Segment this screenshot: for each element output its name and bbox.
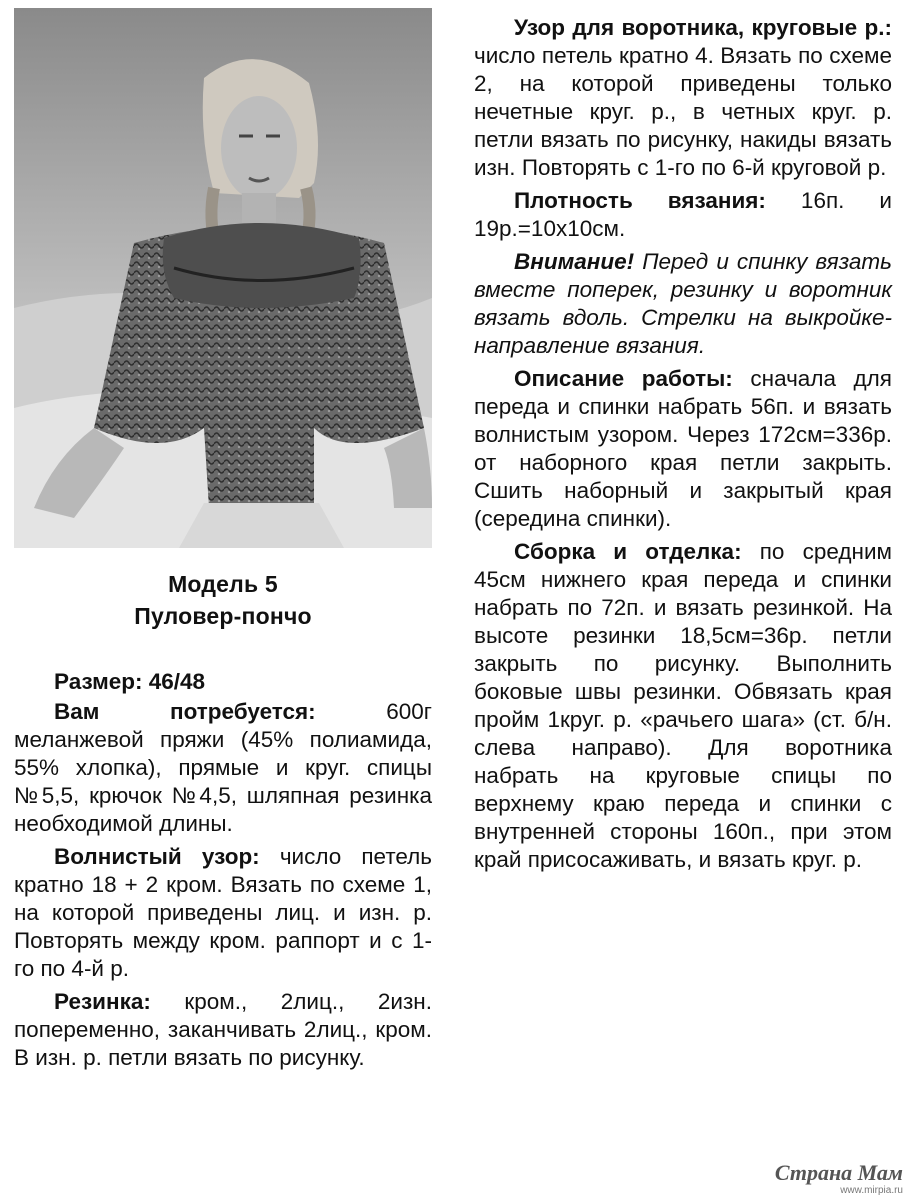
attention-text: Перед и спинку вязать вместе поперек, резинку и воротник вязать вдоль. Стрелки на выкройке- направление вязания. (474, 249, 892, 358)
model-name: Пуловер-пончо (134, 603, 312, 629)
left-text-column (14, 668, 432, 1077)
density-paragraph (474, 187, 892, 243)
rib-text: кром., 2лиц., 2изн. попеременно, заканчивать 2лиц., кром. В изн. р. петли вязать по рисунку. (14, 989, 432, 1070)
watermark-brand: Страна Мам (774, 1160, 903, 1185)
model-photo-icon (14, 8, 432, 548)
density-text: 16п. и 19р.=10х10см. (474, 188, 892, 241)
assembly-paragraph (474, 538, 892, 874)
materials-paragraph (14, 698, 432, 838)
collar-pattern-paragraph (474, 14, 892, 182)
collar-pattern-text: число петель кратно 4. Вязать по схеме 2, на которой приведены только нечетные круг. р., в четных круг. р. петли вязать по рисунку, накиды вязать изн. Повторять с 1-го по 6-й круговой р. (474, 43, 892, 180)
watermark-url: www.mirpia.ru (840, 1185, 903, 1196)
size-line: Размер: 46/48 (54, 669, 206, 694)
watermark (771, 1161, 907, 1196)
attention-heading: Внимание! (514, 249, 635, 274)
attention-paragraph (474, 248, 892, 360)
wave-pattern-paragraph (14, 843, 432, 983)
rib-heading: Резинка: (54, 989, 151, 1014)
work-description-heading: Описание работы: (514, 366, 733, 391)
materials-text: 600г меланжевой пряжи (45% полиамида, 55% хлопка), прямые и круг. спицы №5,5, крючок №4,5, шляпная резинка необходимой длины. (14, 699, 432, 836)
right-text-column (474, 14, 892, 879)
density-heading: Плотность вязания: (514, 188, 766, 213)
materials-heading: Вам потребуется: (54, 699, 316, 724)
rib-paragraph (14, 988, 432, 1072)
wave-pattern-text: число петель кратно 18 + 2 кром. Вязать по схеме 1, на которой приведены лиц. и изн. р. Повторять между кром. раппорт и с 1-го по 4-й р. (14, 844, 432, 981)
assembly-text: по средним 45см нижнего края переда и спинки набрать по 72п. и вязать резинкой. На высоте резинки 18,5см=36р. петли закрыть по рисунку. Выполнить боковые швы резинки. Обвязать края пройм 1круг. р. «рачьего шага» (ст. б/н. слева направо). Для воротника набрать на круговые спицы по верхнему краю переда и спинки с внутренней стороны 160п., при этом край присосаживать, и вязать круг. р. (474, 539, 892, 872)
assembly-heading: Сборка и отделка: (514, 539, 742, 564)
wave-pattern-heading: Волнистый узор: (54, 844, 260, 869)
collar-pattern-heading: Узор для воротника, круговые р.: (514, 15, 892, 40)
model-photo (14, 8, 432, 548)
model-number: Модель 5 (168, 571, 278, 597)
work-description-paragraph (474, 365, 892, 533)
work-description-text: сначала для переда и спинки набрать 56п. и вязать волнистым узором. Через 172см=336р. от наборного края петли закрыть. Сшить наборный и закрытый края (середина спинки). (474, 366, 892, 531)
